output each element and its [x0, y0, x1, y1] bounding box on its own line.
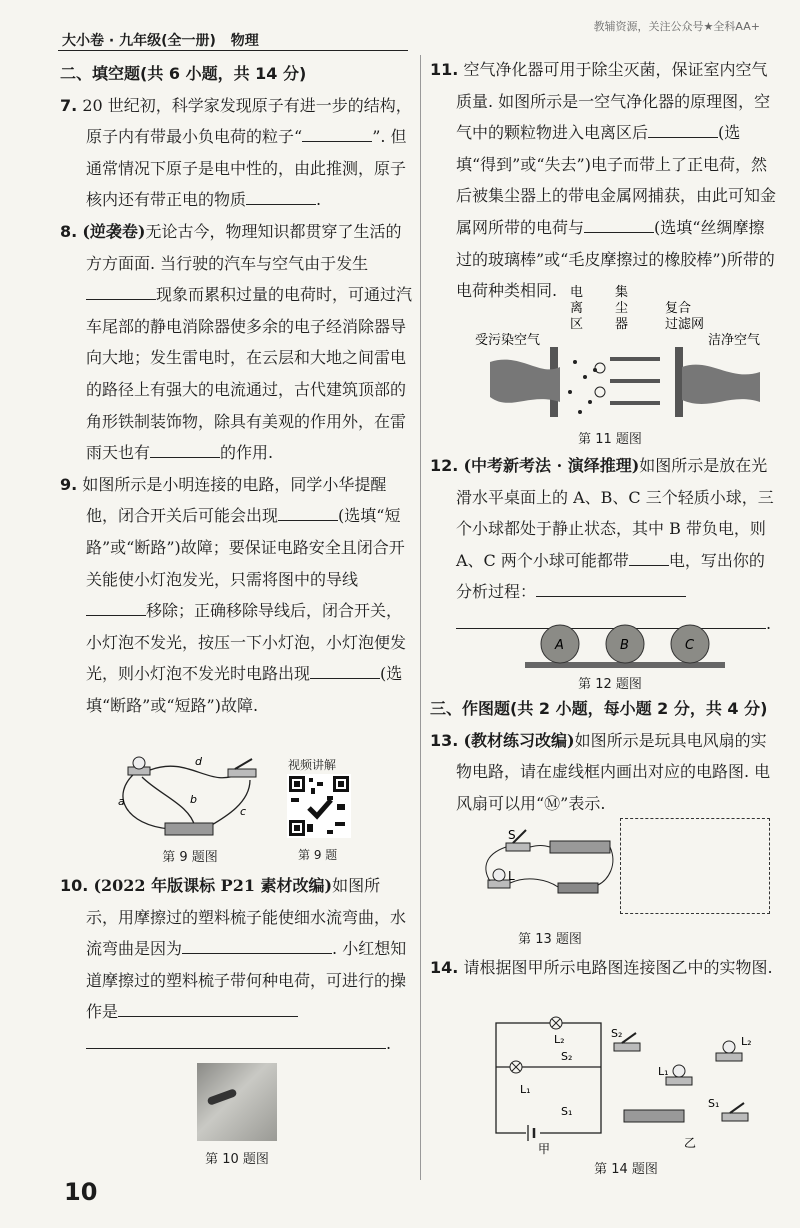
fig13-label-l: L — [508, 869, 515, 883]
question-10 — [60, 870, 412, 1060]
q11-number: 11. — [430, 60, 459, 79]
q7-blank-2[interactable] — [246, 186, 316, 205]
q9-blank-2[interactable] — [86, 597, 146, 616]
q9-text-a: 如图所示是小明连接的电路，同学小华提醒他，闭合开关后可能会出现 — [82, 474, 387, 526]
section-3-title: 三、作图题(共 2 小题，每小题 2 分，共 4 分) — [430, 699, 768, 718]
filter-grid — [675, 347, 683, 417]
question-9 — [60, 469, 412, 722]
jia-label-s1: S₁ — [561, 1105, 573, 1118]
q12-text-c: . — [766, 613, 772, 633]
svg-text:S₁: S₁ — [708, 1097, 720, 1110]
watermark-text: 教辅资源，关注公众号★全科AA+ — [593, 20, 760, 33]
fig12-balls — [525, 622, 725, 670]
q11-text-a: 空气净化器可用于除尘灭菌，保证室内空气质量. 如图所示是一空气净化器的原理图，空气中的颗粒物进入电离区后 — [456, 60, 771, 143]
label-filter: 复合过滤网 — [665, 301, 705, 332]
q9-number: 9. — [60, 474, 78, 494]
q13-text: 如图所示是玩具电风扇的实物电路，请在虚线框内画出对应的电路图. 电风扇可以用“Ⓜ”表示. — [456, 730, 771, 813]
q7-text-c: . — [316, 190, 322, 210]
q10-text-c: . — [386, 1033, 392, 1053]
q8-text-c: 的作用. — [220, 443, 274, 463]
label-collector: 集尘器 — [615, 285, 629, 332]
q13-tag: (教材练习改编) — [463, 730, 575, 750]
q8-blank-2[interactable] — [150, 439, 220, 458]
fig10-caption: 第 10 题图 — [205, 1152, 269, 1167]
fig13-caption: 第 13 题图 — [518, 932, 582, 947]
yi-caption: 乙 — [684, 1136, 697, 1150]
fig13-circuit — [478, 825, 618, 905]
q12-blank-1[interactable] — [629, 547, 669, 566]
wire-label-b: b — [190, 793, 197, 806]
q9-blank-3[interactable] — [310, 660, 380, 679]
comb-shadow — [207, 1088, 238, 1106]
ball-a-label: A — [555, 638, 564, 653]
q8-text-b: 现象而累积过量的电荷时，可通过汽车尾部的静电消除器使多余的电子经消除器导向大地；发生雷电时，在云层和大地之间雷电的路径上有强大的电流通过，古代建筑顶部的角形铁制装饰物，除具有美观的作用外，在雷雨天也有 — [86, 285, 413, 463]
q10-number: 10. — [60, 876, 89, 895]
q7-text-b: ”. 但通常情况下原子是电中性的，由此推测，原子核内还有带正电的物质 — [86, 127, 407, 210]
subject-label: 物理 — [230, 33, 259, 49]
q14-text: 请根据图甲所示电路图连接图乙中的实物图. — [463, 958, 773, 977]
wire-label-c: c — [240, 805, 247, 818]
q12-blank-2[interactable] — [536, 578, 686, 597]
fig10-photo — [197, 1063, 277, 1141]
fig11-caption: 第 11 题图 — [578, 432, 642, 447]
page-number: 10 — [64, 1178, 98, 1206]
q7-number: 7. — [60, 95, 78, 115]
q12-text-a: 如图所示是放在光滑水平桌面上的 A、B、C 三个轻质小球，三个小球都处于静止状态，其中 B 带负电，则 A、C 两个小球可能都带 — [456, 456, 774, 570]
question-8 — [60, 216, 412, 469]
q10-text-b: . 小红想知道摩擦过的塑料梳子带何种电荷，可进行的操作是 — [86, 939, 407, 1022]
label-ionization: 电离区 — [570, 285, 584, 332]
fig11-purifier — [470, 282, 780, 422]
q10-blank-2[interactable] — [118, 998, 298, 1017]
svg-text:L₂: L₂ — [741, 1035, 752, 1048]
jia-label-l1: L₁ — [520, 1083, 531, 1096]
question-7 — [60, 90, 412, 216]
fig13-drawing-box[interactable] — [620, 818, 770, 914]
q14-number: 14. — [430, 958, 459, 977]
q12-number: 12. — [430, 456, 459, 475]
q7-blank-1[interactable] — [302, 123, 372, 142]
jia-caption: 甲 — [538, 1142, 551, 1155]
fig12-caption: 第 12 题图 — [578, 677, 642, 692]
qr-caption: 第 9 题 — [298, 848, 338, 862]
q9-blank-1[interactable] — [278, 502, 338, 521]
q11-blank-1[interactable] — [648, 119, 718, 138]
page-header — [62, 30, 269, 50]
question-14-block — [430, 952, 780, 984]
q11-text-b: (选填“得到”或“失去”)电子而带上了正电荷，然后被集尘器上的带电金属网捕获，由此可知金属网所带的电荷与 — [456, 123, 777, 237]
column-divider — [420, 55, 421, 1180]
q10-blank-1[interactable] — [182, 935, 332, 954]
ball-c-label: C — [685, 638, 695, 653]
qr-title: 视频讲解 — [288, 758, 337, 772]
q12-text-b: 电，写出你的分析过程： — [456, 550, 765, 602]
q11-blank-2[interactable] — [584, 214, 654, 233]
question-12 — [430, 450, 780, 640]
question-10-block — [60, 870, 412, 1060]
right-column — [430, 54, 780, 307]
header-rule — [58, 50, 408, 51]
wire-label-d: d — [195, 755, 202, 768]
q11-text-c: (选填“丝绸摩擦过的玻璃棒”或“毛皮摩擦过的橡胶棒”)所带的电荷种类相同. — [456, 217, 775, 301]
wire-label-a: a — [118, 795, 125, 808]
q8-blank-1[interactable] — [86, 281, 156, 300]
question-13 — [430, 725, 780, 820]
label-clean-air: 洁净空气 — [708, 333, 761, 348]
ball-b-label: B — [620, 638, 629, 653]
q9-text-d: (选填“断路”或“短路”)故障. — [86, 664, 403, 715]
question-12-block — [430, 450, 780, 640]
fig14-circuits — [486, 1015, 776, 1155]
q13-number: 13. — [430, 730, 459, 750]
svg-text:L₁: L₁ — [658, 1065, 669, 1078]
section-2-title: 二、填空题(共 6 小题，共 14 分) — [60, 64, 307, 83]
q8-text-a: 无论古今，物理知识都贯穿了生活的方方面面. 当行驶的汽车与空气由于发生 — [86, 221, 402, 273]
question-11 — [430, 54, 780, 307]
q8-tag: (逆袭卷) — [82, 221, 146, 241]
fig14-caption: 第 14 题图 — [594, 1162, 658, 1177]
q9-text-b: (选填“短路”或“断路”)故障；要保证电路安全且闭合开关能使小灯泡发光，只需将图中的导线 — [86, 506, 405, 589]
fan-motor — [558, 883, 598, 893]
question-14 — [430, 952, 780, 984]
label-polluted-air: 受污染空气 — [475, 333, 541, 348]
q7-text-a: 20 世纪初，科学家发现原子有进一步的结构，原子内有带最小负电荷的粒子“ — [82, 95, 412, 147]
fig13-label-s: S — [508, 828, 516, 842]
q10-text-a: 如图所示，用摩擦过的塑料梳子能使细水流弯曲，水流弯曲是因为 — [86, 876, 407, 959]
circuit-diagram-jia — [496, 1023, 601, 1133]
left-column — [60, 58, 412, 721]
q10-blank-2-cont[interactable] — [86, 1030, 386, 1049]
fig9-caption: 第 9 题图 — [162, 850, 218, 865]
book-title: 大小卷 · 九年级(全一册) — [62, 33, 216, 49]
fig9-circuit — [100, 755, 280, 840]
q8-number: 8. — [60, 221, 78, 241]
svg-text:S₂: S₂ — [611, 1027, 623, 1040]
q10-tag: (2022 年版课标 P21 素材改编) — [93, 876, 333, 895]
section-3-block — [430, 693, 780, 819]
jia-label-l2: L₂ — [554, 1033, 565, 1046]
q12-tag: (中考新考法 · 演绎推理) — [463, 456, 640, 475]
jia-label-s2: S₂ — [561, 1050, 573, 1063]
q9-text-c: 移除；正确移除导线后，闭合开关，小灯泡不发光，按压一下小灯泡，小灯泡便发光，则小灯泡不发光时电路出现 — [86, 601, 407, 684]
qr-code[interactable] — [287, 774, 351, 838]
